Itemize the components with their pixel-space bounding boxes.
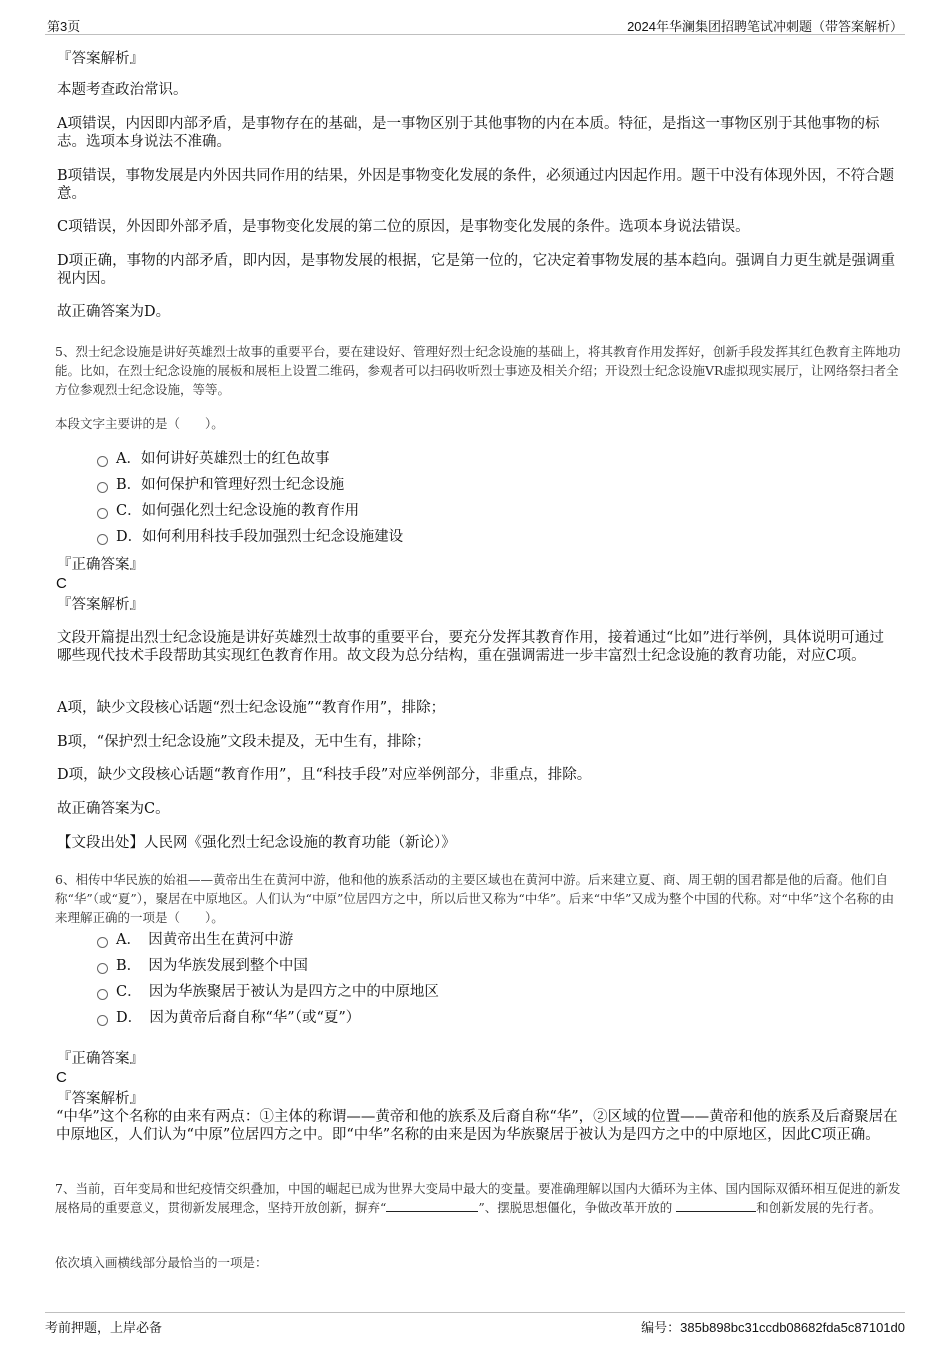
q5-question: 本段文字主要讲的是（ ）。 [55,416,224,431]
q6-option-d-label: D． 因为黄帝后裔自称“华”（或“夏”） [116,1010,361,1026]
q5-option-a[interactable] [97,450,329,468]
page-footer [45,1312,905,1335]
q5-answer: C [56,575,67,592]
q4-analysis-p1: 本题考查政治常识。 [57,82,188,98]
q6-answer-heading: 『正确答案』 [57,1051,144,1067]
footer-code-label: 编号： [641,1320,681,1335]
q4-analysis-heading: 『答案解析』 [57,51,144,67]
radio-icon[interactable] [97,963,108,974]
q6-option-c[interactable] [97,983,439,1001]
q5-answer-heading: 『正确答案』 [57,557,144,573]
q5-option-c[interactable] [97,502,359,520]
q6-analysis-heading: 『答案解析』 [57,1091,144,1107]
footer-slogan: 考前押题，上岸必备 [45,1320,163,1335]
q5-option-a-label: A．如何讲好英雄烈士的红色故事 [116,451,330,467]
q5-option-d[interactable] [97,528,403,546]
q4-analysis-p4: C项错误，外因即外部矛盾，是事物变化发展的第二位的原因，是事物变化发展的条件。选项本身说法错误。 [57,219,750,235]
q6-stem: 6、相传中华民族的始祖——黄帝出生在黄河中游，他和他的族系活动的主要区域也在黄河中游。后来建立夏、商、周王朝的国君都是他的后裔。他们自称“华”（或“夏”），聚居在中原地区。人们认为“中原”位居四方之中，所以后世又称为“中华”。后来“中华”又成为整个中国的代称。对“中华”这个名称的由来理解正确的一项是（ ）。 [55,872,895,925]
q6-analysis: “中华”这个名称的由来有两点：①主体的称谓——黄帝和他的族系及后裔自称“华”，②区域的位置——黄帝和他的族系及后裔聚居在中原地区，人们认为“中原”位居四方之中。即“中华”名称的由来是因为华族聚居于被认为是四方之中的中原地区，因此C项正确。 [56,1109,898,1143]
q6-option-b[interactable] [97,957,308,975]
q5-analysis-p4: D项，缺少文段核心话题“教育作用”，且“科技手段”对应举例部分，非重点，排除。 [57,767,592,783]
q4-analysis-p3: B项错误，事物发展是内外因共同作用的结果，外因是事物变化发展的条件，必须通过内因起作用。题干中没有体现外因，不符合题意。 [57,168,895,202]
document-title: 2024年华澜集团招聘笔试冲刺题（带答案解析） [627,19,903,34]
radio-icon[interactable] [97,989,108,1000]
footer-code [641,1317,905,1336]
q5-stem: 5、烈士纪念设施是讲好英雄烈士故事的重要平台，要在建设好、管理好烈士纪念设施的基础上，将其教育作用发挥好，创新手段发挥其红色教育主阵地功能。比如，在烈士纪念设施的展板和展柜上设置二维码，参观者可以扫码收听烈士事迹及相关介绍；开设烈士纪念设施VR虚拟现实展厅，让网络祭扫者全方位参观烈士纪念设施，等等。 [55,344,901,397]
radio-icon[interactable] [97,937,108,948]
q5-analysis-p2: A项，缺少文段核心话题“烈士纪念设施”“教育作用”，排除； [57,700,446,716]
q5-option-b-label: B．如何保护和管理好烈士纪念设施 [116,477,345,493]
q4-analysis-p5: D项正确，事物的内部矛盾，即内因，是事物发展的根据，它是第一位的，它决定着事物发展的基本趋向。强调自力更生就是强调重视内因。 [57,253,896,287]
q4-analysis-p6: 故正确答案为D。 [57,304,171,320]
radio-icon[interactable] [97,482,108,493]
q7-stem-part-b: ”、摆脱思想僵化，争做改革开放的 [478,1200,673,1215]
radio-icon[interactable] [97,508,108,519]
radio-icon[interactable] [97,456,108,467]
q7-stem-part-a: 7、当前，百年变局和世纪疫情交织叠加，中国的崛起已成为世界大变局中最大的变量。要准确理解以国内大循环为主体、国内国际双循环相互促进的新发展格局的重要意义，贯彻新发展理念，坚持开放创新，摒弃“ [55,1181,901,1215]
page-number: 第3页 [47,19,81,34]
q5-source: 【文段出处】人民网《强化烈士纪念设施的教育功能（新论）》 [57,835,456,851]
q5-option-b[interactable] [97,476,344,494]
q7-stem [55,1179,905,1217]
q6-option-a[interactable] [97,931,293,949]
q6-option-a-label: A． 因黄帝出生在黄河中游 [116,932,294,948]
q7-blank-1 [386,1199,478,1212]
q5-analysis-p5: 故正确答案为C。 [57,801,170,817]
q5-analysis-p1: 文段开篇提出烈士纪念设施是讲好英雄烈士故事的重要平台，要充分发挥其教育作用，接着通过“比如”进行举例，具体说明可通过哪些现代技术手段帮助其实现红色教育作用。故文段为总分结构，重在强调需进一步丰富烈士纪念设施的教育功能，对应C项。 [57,630,884,664]
page-header [45,14,905,35]
q5-analysis-heading: 『答案解析』 [57,597,144,613]
q6-answer: C [56,1069,67,1086]
radio-icon[interactable] [97,1015,108,1026]
q6-option-b-label: B． 因为华族发展到整个中国 [116,958,308,974]
q4-analysis-p2: A项错误，内因即内部矛盾，是事物存在的基础，是一事物区别于其他事物的内在本质。特征，是指这一事物区别于其他事物的标志。选项本身说法不准确。 [57,116,880,150]
q7-blank-2 [676,1199,756,1212]
q6-option-d[interactable] [97,1009,360,1027]
q5-analysis-p3: B项，“保护烈士纪念设施”文段未提及，无中生有，排除； [57,734,431,750]
q7-question: 依次填入画横线部分最恰当的一项是： [55,1255,268,1270]
footer-code-value: 385b898bc31ccdb08682fda5c87101d0 [680,1320,905,1335]
radio-icon[interactable] [97,534,108,545]
q5-option-c-label: C．如何强化烈士纪念设施的教育作用 [116,503,360,519]
q5-option-d-label: D．如何利用科技手段加强烈士纪念设施建设 [116,529,404,545]
q6-option-c-label: C． 因为华族聚居于被认为是四方之中的中原地区 [116,984,439,1000]
q7-stem-part-c: 和创新发展的先行者。 [756,1200,882,1215]
